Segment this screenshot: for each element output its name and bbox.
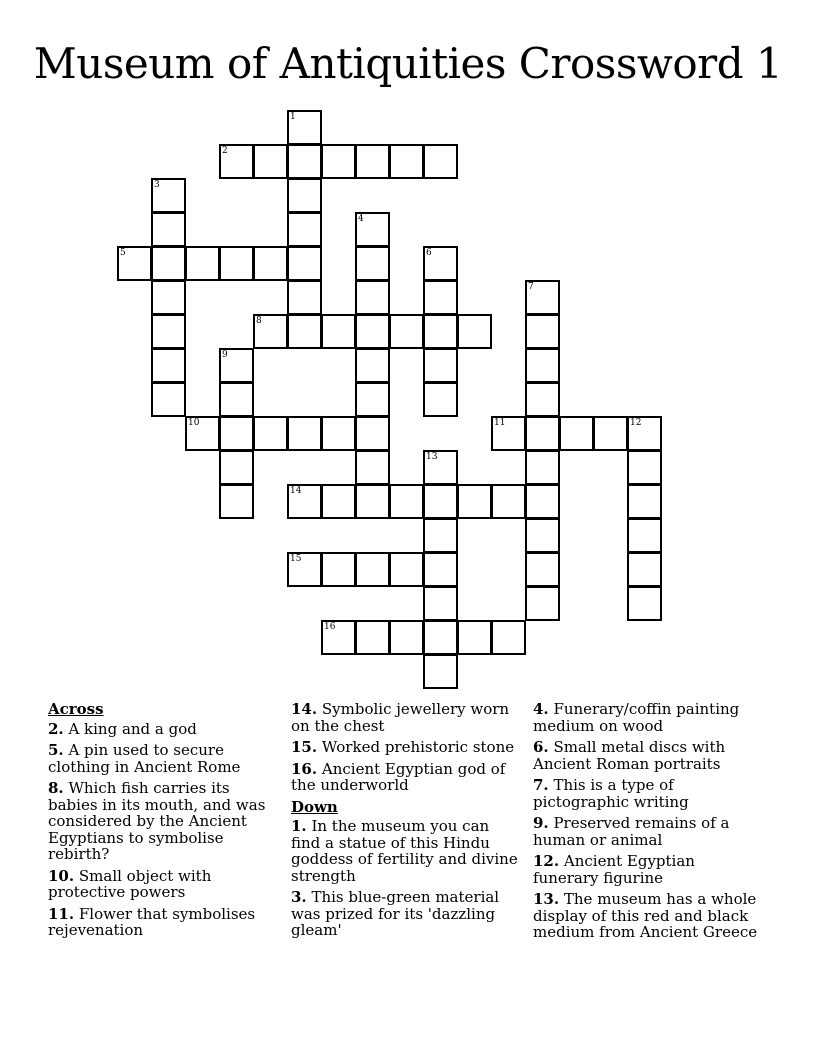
grid-cell[interactable]	[355, 620, 390, 655]
grid-cell[interactable]	[423, 348, 458, 383]
grid-cell[interactable]	[525, 552, 560, 587]
clue-item	[533, 739, 763, 772]
grid-cell[interactable]	[423, 484, 458, 519]
grid-cell[interactable]	[423, 552, 458, 587]
grid-cell[interactable]	[219, 450, 254, 485]
clues-column-1	[48, 701, 278, 944]
grid-cell[interactable]	[117, 246, 152, 281]
grid-cell[interactable]	[525, 450, 560, 485]
grid-cell[interactable]	[287, 552, 322, 587]
clue-item	[48, 780, 278, 863]
grid-cell[interactable]	[321, 620, 356, 655]
grid-cell[interactable]	[423, 314, 458, 349]
across-heading: Across	[48, 700, 104, 718]
grid-cell[interactable]	[627, 450, 662, 485]
grid-cell[interactable]	[355, 416, 390, 451]
grid-cell[interactable]	[525, 518, 560, 553]
grid-cell[interactable]	[321, 144, 356, 179]
grid-cell[interactable]	[355, 450, 390, 485]
grid-cell[interactable]	[219, 348, 254, 383]
grid-cell[interactable]	[355, 484, 390, 519]
grid-cell[interactable]	[525, 348, 560, 383]
clue-item	[533, 815, 763, 848]
grid-cell[interactable]	[287, 178, 322, 213]
grid-cell[interactable]	[287, 144, 322, 179]
clue-item-text: The museum has a whole display of this red and black medium from Ancient Greece	[533, 890, 758, 941]
clue-number: 10	[188, 418, 200, 428]
clue-item-text: This is a type of pictographic writing	[533, 776, 689, 811]
clue-item-text: Flower that symbolises rejevenation	[48, 904, 256, 939]
grid-cell[interactable]	[151, 212, 186, 247]
grid-cell[interactable]	[321, 314, 356, 349]
grid-cell[interactable]	[185, 246, 220, 281]
grid-cell[interactable]	[151, 382, 186, 417]
grid-cell[interactable]	[355, 552, 390, 587]
grid-cell[interactable]	[525, 484, 560, 519]
clue-item-text: A pin used to secure clothing in Ancient Rome	[48, 741, 241, 776]
clue-item	[291, 701, 521, 734]
grid-cell[interactable]	[151, 348, 186, 383]
clue-item-text: In the museum you can find a statue of this Hindu goddess of fertility and divine strength	[291, 817, 518, 885]
grid-cell[interactable]	[457, 484, 492, 519]
grid-cell[interactable]	[389, 484, 424, 519]
grid-cell[interactable]	[525, 416, 560, 451]
grid-cell[interactable]	[627, 552, 662, 587]
clue-number: 1	[290, 112, 296, 122]
grid-cell[interactable]	[151, 178, 186, 213]
grid-cell[interactable]	[423, 586, 458, 621]
clue-item-text: Ancient Egyptian funerary figurine	[533, 852, 695, 887]
clue-number: 11	[494, 418, 506, 428]
clue-item-number: 15.	[291, 738, 318, 756]
grid-cell[interactable]	[355, 246, 390, 281]
grid-cell[interactable]	[151, 280, 186, 315]
grid-cell[interactable]	[525, 586, 560, 621]
clue-item-number: 6.	[533, 738, 549, 756]
grid-cell[interactable]	[287, 110, 322, 145]
clue-item	[291, 739, 521, 756]
clue-number: 5	[120, 248, 126, 258]
grid-cell[interactable]	[355, 280, 390, 315]
grid-cell[interactable]	[287, 280, 322, 315]
grid-cell[interactable]	[253, 144, 288, 179]
grid-cell[interactable]	[355, 212, 390, 247]
clue-item-text: This blue-green material was prized for its 'dazzling gleam'	[291, 888, 500, 939]
grid-cell[interactable]	[185, 416, 220, 451]
clue-number: 3	[154, 180, 160, 190]
clue-item	[291, 818, 521, 884]
clue-item-text: Small metal discs with Ancient Roman portraits	[533, 738, 726, 773]
clue-number: 14	[290, 486, 302, 496]
grid-cell[interactable]	[423, 620, 458, 655]
clue-item-number: 5.	[48, 741, 64, 759]
clue-item-number: 3.	[291, 888, 307, 906]
clue-item-text: Worked prehistoric stone	[317, 738, 515, 756]
grid-cell[interactable]	[627, 484, 662, 519]
grid-cell[interactable]	[219, 484, 254, 519]
grid-cell[interactable]	[423, 246, 458, 281]
clue-item	[533, 891, 763, 941]
clue-number: 16	[324, 622, 336, 632]
clue-item-number: 10.	[48, 866, 75, 885]
clue-item-number: 8.	[48, 779, 64, 797]
clue-item	[291, 889, 521, 939]
grid-cell[interactable]	[491, 620, 526, 655]
grid-cell[interactable]	[491, 416, 526, 451]
clue-item-text: Funerary/coffin painting medium on wood	[533, 700, 740, 735]
grid-cell[interactable]	[287, 314, 322, 349]
grid-cell[interactable]	[287, 246, 322, 281]
grid-cell[interactable]	[355, 382, 390, 417]
clue-number: 9	[222, 350, 228, 360]
grid-cell[interactable]	[287, 416, 322, 451]
grid-cell[interactable]	[321, 416, 356, 451]
clue-item-number: 4.	[533, 700, 549, 718]
grid-cell[interactable]	[151, 246, 186, 281]
grid-cell[interactable]	[287, 212, 322, 247]
grid-cell[interactable]	[525, 382, 560, 417]
clue-item	[48, 721, 278, 738]
clue-number: 6	[426, 248, 432, 258]
grid-cell[interactable]	[253, 246, 288, 281]
grid-cell[interactable]	[525, 314, 560, 349]
clues-column-3	[533, 701, 763, 946]
clue-item-text: Which fish carries its babies in its mouth, and was considered by the Ancient Egyptians to symbolise rebirth?	[48, 779, 266, 863]
grid-cell[interactable]	[321, 552, 356, 587]
grid-cell[interactable]	[287, 484, 322, 519]
grid-cell[interactable]	[627, 518, 662, 553]
clue-item-text: Symbolic jewellery worn on the chest	[291, 700, 510, 735]
down-heading: Down	[291, 797, 338, 816]
clue-item	[48, 742, 278, 775]
clue-item	[48, 868, 278, 901]
grid-cell[interactable]	[423, 144, 458, 179]
clue-item	[48, 906, 278, 939]
grid-cell[interactable]	[627, 586, 662, 621]
clue-item-number: 12.	[533, 852, 560, 870]
grid-cell[interactable]	[423, 280, 458, 315]
grid-cell[interactable]	[423, 450, 458, 485]
grid-cell[interactable]	[457, 620, 492, 655]
clue-item-number: 9.	[533, 814, 549, 832]
grid-cell[interactable]	[389, 314, 424, 349]
grid-cell[interactable]	[423, 518, 458, 553]
grid-cell[interactable]	[389, 620, 424, 655]
clue-item-number: 2.	[48, 719, 64, 738]
clue-item-text: Ancient Egyptian god of the underworld	[291, 759, 506, 794]
grid-cell[interactable]	[355, 144, 390, 179]
clue-number: 15	[290, 554, 302, 564]
grid-cell[interactable]	[491, 484, 526, 519]
clue-number: 2	[222, 146, 228, 156]
clue-item-number: 1.	[291, 817, 307, 835]
grid-cell[interactable]	[253, 416, 288, 451]
clue-item-text: Preserved remains of a human or animal	[533, 814, 730, 849]
clue-number: 4	[358, 214, 364, 224]
clue-item-number: 7.	[533, 776, 549, 794]
clue-number: 13	[426, 452, 438, 462]
clue-item	[291, 761, 521, 794]
clue-item	[533, 853, 763, 886]
grid-cell[interactable]	[219, 416, 254, 451]
clue-item	[533, 777, 763, 810]
grid-cell[interactable]	[525, 280, 560, 315]
clue-number: 8	[256, 316, 262, 326]
clue-item	[533, 701, 763, 734]
grid-cell[interactable]	[253, 314, 288, 349]
grid-cell[interactable]	[423, 382, 458, 417]
clue-number: 12	[630, 418, 642, 428]
grid-cell[interactable]	[355, 348, 390, 383]
clue-item-number: 11.	[48, 904, 75, 923]
clue-number: 7	[528, 282, 534, 292]
grid-cell[interactable]	[151, 314, 186, 349]
grid-cell[interactable]	[355, 314, 390, 349]
grid-cell[interactable]	[219, 382, 254, 417]
page-title: Museum of Antiquities Crossword 1	[33, 39, 783, 88]
grid-cell[interactable]	[559, 416, 594, 451]
grid-cell[interactable]	[457, 314, 492, 349]
grid-cell[interactable]	[593, 416, 628, 451]
grid-cell[interactable]	[389, 144, 424, 179]
grid-cell[interactable]	[423, 654, 458, 689]
clues-column-2	[291, 701, 521, 944]
clue-item-number: 13.	[533, 890, 560, 908]
clue-item-number: 14.	[291, 700, 318, 718]
clue-item-text: A king and a god	[63, 719, 197, 738]
clue-item-text: Small object with protective powers	[48, 866, 212, 901]
clue-item-number: 16.	[291, 759, 318, 778]
grid-cell[interactable]	[627, 416, 662, 451]
grid-cell[interactable]	[389, 552, 424, 587]
grid-cell[interactable]	[219, 144, 254, 179]
grid-cell[interactable]	[321, 484, 356, 519]
grid-cell[interactable]	[219, 246, 254, 281]
